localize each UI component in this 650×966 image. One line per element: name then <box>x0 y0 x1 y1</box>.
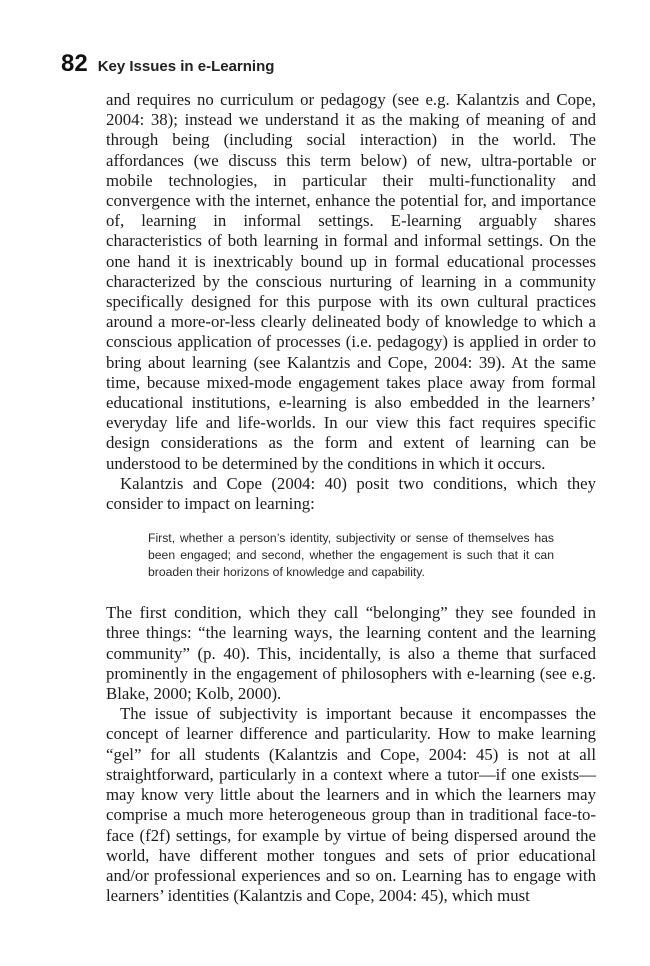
page-header <box>61 50 274 80</box>
body-text <box>106 90 596 906</box>
page-number: 82 <box>61 50 88 77</box>
paragraph-4: The issue of subjectivity is important because it encompasses the concept of learner difference and particularity. How to make learning “gel” for all students (Kalantzis and Cope, 2004: 45) is not at all straightforward, particularly in a context where a tutor—if one exists—may know very little about the learners and in which the learners may comprise a much more heterogeneous group than in traditional face-to-face (f2f) settings, for example by virtue of being dispersed around the world, have different mother tongues and sets of prior educational and/or professional experiences and so on. Learning has to engage with learners’ identities (Kalantzis and Cope, 2004: 45), which must <box>106 704 596 906</box>
running-head: Key Issues in e-Learning <box>97 58 275 75</box>
paragraph-3: The first condition, which they call “belonging” they see founded in three things: “the learning ways, the learning content and the learning community” (p. 40). This, incidentally, is also a theme that surfaced prominently in the engagement of philosophers with e-learning (see e.g. Blake, 2000; Kolb, 2000). <box>106 603 596 704</box>
block-quote: First, whether a person’s identity, subjectivity or sense of themselves has been engaged; and second, whether the engagement is such that it can broaden their horizons of knowledge and capability. <box>148 531 554 580</box>
paragraph-1: and requires no curriculum or pedagogy (see e.g. Kalantzis and Cope, 2004: 38); instead we understand it as the making of meaning of and through being (including social interaction) in the world. The affordances (we discuss this term below) of new, ultra-portable or mobile technologies, in particular their multi-functionality and convergence with the internet, enhance the potential for, and importance of, learning in informal settings. E-learning arguably shares characteristics of both learning in formal and informal settings. On the one hand it is inextricably bound up in formal educational processes characterized by the conscious nurturing of learning in a community specifically designed for this purpose with its own cultural practices around a more-or-less clearly delineated body of knowledge to which a conscious application of processes (i.e. pedagogy) is applied in order to bring about learning (see Kalantzis and Cope, 2004: 39). At the same time, because mixed-mode engagement takes place away from formal educational institutions, e-learning is also embedded in the learners’ everyday life and life-worlds. In our view this fact requires specific design considerations as the form and extent of learning can be understood to be determined by the conditions in which it occurs. <box>106 90 596 473</box>
paragraph-2: Kalantzis and Cope (2004: 40) posit two conditions, which they consider to impact on learning: <box>106 473 596 514</box>
